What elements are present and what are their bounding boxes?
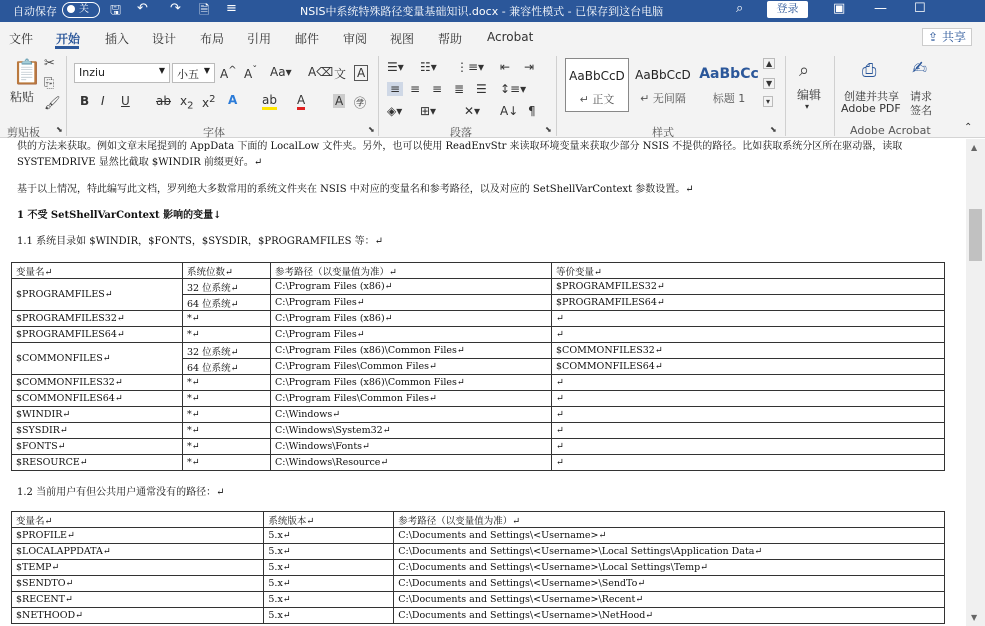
heading-1: 1 不受 SetShellVarContext 影响的变量↓ xyxy=(17,210,222,221)
table-row xyxy=(12,528,945,544)
table-cell: $WINDIR↵ xyxy=(12,407,183,423)
table-cell: C:\Program Files\Common Files↵ xyxy=(271,359,552,375)
ribbon-display-icon[interactable]: ▣ xyxy=(833,1,846,16)
search-icon[interactable]: ⌕ xyxy=(736,1,744,16)
font-name-select[interactable]: Inziu ▼ xyxy=(74,63,170,83)
table-cell: C:\Program Files (x86)↵ xyxy=(271,279,552,295)
phonetic-guide-icon[interactable]: 文 xyxy=(334,67,347,81)
document-page[interactable] xyxy=(0,139,966,626)
table-cell: ↵ xyxy=(552,423,945,439)
table-cell: *↵ xyxy=(183,455,271,471)
table-cell: 32 位系统↵ xyxy=(183,279,271,295)
customize-toolbar-icon[interactable]: ≡ xyxy=(226,1,237,16)
table-cell: $COMMONFILES32↵ xyxy=(12,375,183,391)
distributed-icon[interactable]: ☰ xyxy=(476,82,487,96)
table-cell: $NETHOOD↵ xyxy=(12,608,264,624)
table-cell: C:\Program Files (x86)↵ xyxy=(271,311,552,327)
shading-icon[interactable]: ◈▾ xyxy=(387,104,403,118)
request-signature-button[interactable]: 请求 xyxy=(910,90,932,103)
heading-1-1: 1.1 系统目录如 $WINDIR，$FONTS，$SYSDIR，$PROGRAMFILES 等：↵ xyxy=(17,236,384,247)
undo-icon[interactable]: ↶ xyxy=(137,1,148,16)
maximize-icon[interactable]: ☐ xyxy=(914,1,926,16)
show-marks-icon[interactable]: ¶ xyxy=(528,104,536,118)
tab-file[interactable]: 文件 xyxy=(9,32,34,46)
table-row xyxy=(12,311,945,327)
paste-icon[interactable]: 📋 xyxy=(12,58,42,86)
paragraph-group-label: 段落 xyxy=(450,126,472,139)
tab-acrobat[interactable]: Acrobat xyxy=(487,30,534,44)
table-system-dirs xyxy=(11,262,945,471)
subscript-icon[interactable]: $x_2$ xyxy=(180,94,194,112)
tab-references[interactable]: 引用 xyxy=(247,32,272,46)
column-header: 等价变量↵ xyxy=(552,263,945,279)
paragraph-intro: 基于以上情况，特此编写此文档，罗列绝大多数常用的系统文件夹在 NSIS 中对应的变量名和参考路径，以及对应的 SetShellVarContext 参数设置。↵ xyxy=(17,184,694,195)
table-cell: $FONTS↵ xyxy=(12,439,183,455)
align-right-icon[interactable]: ≡ xyxy=(432,82,443,96)
table-cell: $COMMONFILES64↵ xyxy=(12,391,183,407)
column-header: 参考路径（以变量值为准）↵ xyxy=(271,263,552,279)
table-cell: $LOCALAPPDATA↵ xyxy=(12,544,264,560)
table-cell: $PROGRAMFILES32↵ xyxy=(12,311,183,327)
create-share-pdf-button-line2[interactable]: Adobe PDF xyxy=(841,102,901,115)
table-cell: 64 位系统↵ xyxy=(183,359,271,375)
table-cell: $PROGRAMFILES32↵ xyxy=(552,279,945,295)
table-row xyxy=(12,391,945,407)
table-cell: $SYSDIR↵ xyxy=(12,423,183,439)
table-cell: *↵ xyxy=(183,407,271,423)
highlight-icon[interactable]: ab xyxy=(262,93,277,110)
tab-help[interactable]: 帮助 xyxy=(438,32,463,46)
table-cell: 32 位系统↵ xyxy=(183,343,271,359)
request-signature-icon[interactable]: ✍ xyxy=(912,58,928,79)
tab-view[interactable]: 视图 xyxy=(390,32,415,46)
bullets-icon[interactable]: ☰▾ xyxy=(387,60,404,74)
table-cell: ↵ xyxy=(552,391,945,407)
table-user-paths xyxy=(11,511,945,624)
table-cell: $PROGRAMFILES64↵ xyxy=(12,327,183,343)
table-row xyxy=(12,544,945,560)
table-cell: $PROGRAMFILES64↵ xyxy=(552,295,945,311)
table-cell: 5.x↵ xyxy=(264,576,394,592)
autosave-label: 自动保存 xyxy=(13,5,57,18)
table-cell: $RESOURCE↵ xyxy=(12,455,183,471)
multilevel-list-icon[interactable]: ⋮≡▾ xyxy=(456,60,485,74)
table-cell: C:\Windows↵ xyxy=(271,407,552,423)
table-row xyxy=(12,423,945,439)
align-left-icon[interactable]: ≡ xyxy=(387,82,403,96)
table-cell: C:\Windows\System32↵ xyxy=(271,423,552,439)
justify-icon[interactable]: ≣ xyxy=(454,82,465,96)
bold-icon[interactable]: B xyxy=(80,94,90,108)
editing-button[interactable]: 编辑 xyxy=(797,88,822,102)
vertical-scrollbar[interactable] xyxy=(966,139,985,626)
table-cell: *↵ xyxy=(183,375,271,391)
styles-up-icon[interactable]: ▲ xyxy=(763,58,775,69)
styles-group-label: 样式 xyxy=(652,126,674,139)
table-cell: 5.x↵ xyxy=(264,544,394,560)
clear-formatting-icon[interactable]: A⌫ xyxy=(308,65,334,79)
create-pdf-icon[interactable]: ⎙ xyxy=(862,60,877,81)
styles-launcher-icon[interactable]: ⬊ xyxy=(770,125,777,134)
title-bar xyxy=(0,0,985,22)
copy-icon[interactable]: ⎘ xyxy=(44,76,55,91)
table-row xyxy=(12,327,945,343)
tab-design[interactable]: 设计 xyxy=(152,32,177,46)
style-heading-1[interactable]: AaBbCc 标题 1 xyxy=(697,58,761,112)
table-row xyxy=(12,592,945,608)
borders-icon[interactable]: ⊞▾ xyxy=(420,104,437,118)
file-icon[interactable]: 🗎 xyxy=(199,3,210,18)
line-spacing-icon[interactable]: ↕≡▾ xyxy=(500,82,527,96)
table-cell: *↵ xyxy=(183,327,271,343)
table-cell: *↵ xyxy=(183,311,271,327)
table-row xyxy=(12,279,945,295)
table-cell: C:\Program Files\Common Files↵ xyxy=(271,391,552,407)
table-cell: C:\Windows\Resource↵ xyxy=(271,455,552,471)
table-cell: 5.x↵ xyxy=(264,608,394,624)
paste-button[interactable]: 粘贴 xyxy=(10,90,35,104)
decrease-indent-icon[interactable]: ⇤ xyxy=(500,60,511,74)
enclose-characters-icon[interactable]: ㊫ xyxy=(354,96,367,110)
table-cell: C:\Documents and Settings\<Username>\Local Settings\Application Data↵ xyxy=(394,544,945,560)
table-cell: C:\Program Files↵ xyxy=(271,327,552,343)
table-row xyxy=(12,608,945,624)
paragraph-launcher-icon[interactable]: ⬊ xyxy=(545,125,552,134)
font-group-label: 字体 xyxy=(203,126,225,139)
table-cell: C:\Documents and Settings\<Username>\Local Settings\Temp↵ xyxy=(394,560,945,576)
login-button[interactable]: 登录 xyxy=(767,1,808,18)
table-cell: ↵ xyxy=(552,375,945,391)
clipboard-group-label: 剪贴板 xyxy=(7,126,40,139)
paragraph-top-1: 供的方法来获取。例如文章末尾提到的 AppData 下面的 LocalLow 文件夹。另外，也可以使用 ReadEnvStr 来读取环境变量来获取少部分 NSIS 不提供的路径。比如获取系统分区所在驱动器，读取 xyxy=(17,141,903,152)
create-share-pdf-button[interactable]: 创建并共享 xyxy=(844,90,899,103)
font-color-icon[interactable]: A xyxy=(297,93,305,110)
styles-more-icon[interactable]: ▾ xyxy=(763,96,773,107)
scroll-up-icon[interactable]: ▲ xyxy=(971,143,978,152)
tab-mailings[interactable]: 邮件 xyxy=(295,32,320,46)
style-no-spacing[interactable]: AaBbCcD ↵ 无间隔 xyxy=(631,58,695,112)
font-launcher-icon[interactable]: ⬊ xyxy=(368,125,375,134)
scroll-thumb[interactable] xyxy=(969,209,982,261)
cut-icon[interactable]: ✂ xyxy=(44,56,55,71)
table-cell: ↵ xyxy=(552,455,945,471)
column-header: 系统位数↵ xyxy=(183,263,271,279)
table-cell: $RECENT↵ xyxy=(12,592,264,608)
table-cell: ↵ xyxy=(552,407,945,423)
table-cell: $COMMONFILES64↵ xyxy=(552,359,945,375)
table-cell: C:\Documents and Settings\<Username>\Recent↵ xyxy=(394,592,945,608)
paragraph-top-2: SYSTEMDRIVE 显然比截取 $WINDIR 前缀更好。↵ xyxy=(17,157,263,168)
format-painter-icon[interactable]: 🖌 xyxy=(44,96,61,111)
shrink-font-icon[interactable]: $A^ˇ$ xyxy=(244,65,258,81)
table-cell: ↵ xyxy=(552,439,945,455)
save-icon[interactable]: 🖫 xyxy=(110,3,122,18)
scroll-down-icon[interactable]: ▼ xyxy=(971,613,978,622)
column-header: 变量名↵ xyxy=(12,512,264,528)
column-header: 系统版本↵ xyxy=(264,512,394,528)
underline-icon[interactable]: U xyxy=(121,94,130,108)
character-border-icon[interactable]: A xyxy=(354,65,368,81)
table-row xyxy=(12,455,945,471)
table-cell: ↵ xyxy=(552,327,945,343)
tab-insert[interactable]: 插入 xyxy=(105,32,130,46)
font-size-select[interactable]: 小五 ▼ xyxy=(172,63,215,83)
table-cell: ↵ xyxy=(552,311,945,327)
increase-indent-icon[interactable]: ⇥ xyxy=(524,60,535,74)
heading-1-2: 1.2 当前用户有但公共用户通常没有的路径：↵ xyxy=(17,487,225,498)
autosave-toggle[interactable]: 关 xyxy=(62,2,100,18)
align-center-icon[interactable]: ≡ xyxy=(410,82,421,96)
table-cell: $COMMONFILES32↵ xyxy=(552,343,945,359)
table-cell: *↵ xyxy=(183,423,271,439)
ribbon-home xyxy=(0,50,985,138)
table-cell: 5.x↵ xyxy=(264,528,394,544)
table-cell: C:\Documents and Settings\<Username>\SendTo↵ xyxy=(394,576,945,592)
table-cell: 64 位系统↵ xyxy=(183,295,271,311)
clipboard-launcher-icon[interactable]: ⬊ xyxy=(56,125,63,134)
asian-layout-icon[interactable]: ✕▾ xyxy=(464,104,481,118)
column-header: 变量名↵ xyxy=(12,263,183,279)
numbering-icon[interactable]: ☷▾ xyxy=(420,60,437,74)
table-cell: C:\Documents and Settings\<Username>↵ xyxy=(394,528,945,544)
character-shading-icon[interactable]: A xyxy=(335,94,344,108)
collapse-ribbon-icon[interactable]: ⌃ xyxy=(964,122,973,133)
redo-icon[interactable]: ↷ xyxy=(170,1,181,16)
table-cell: $PROGRAMFILES↵ xyxy=(12,279,183,311)
table-cell: 5.x↵ xyxy=(264,560,394,576)
table-cell: C:\Program Files (x86)\Common Files↵ xyxy=(271,375,552,391)
table-cell: C:\Program Files (x86)\Common Files↵ xyxy=(271,343,552,359)
styles-down-icon[interactable]: ▼ xyxy=(763,78,775,89)
text-effects-icon[interactable]: A xyxy=(228,93,238,107)
table-row xyxy=(12,576,945,592)
ribbon-tabs xyxy=(0,22,985,50)
table-row xyxy=(12,407,945,423)
table-cell: *↵ xyxy=(183,391,271,407)
table-row xyxy=(12,560,945,576)
style-normal[interactable]: AaBbCcD ↵ 正文 xyxy=(565,58,629,112)
grow-font-icon[interactable]: A^ xyxy=(220,65,237,81)
table-row xyxy=(12,375,945,391)
strikethrough-icon[interactable]: ab xyxy=(156,94,171,108)
request-signature-button-line2[interactable]: 签名 xyxy=(910,104,932,117)
share-icon: ⇪ xyxy=(928,30,939,44)
tab-layout[interactable]: 布局 xyxy=(200,32,225,46)
minimize-icon[interactable]: — xyxy=(874,1,887,16)
table-cell: 5.x↵ xyxy=(264,592,394,608)
sort-icon[interactable]: A↓ xyxy=(500,104,519,118)
italic-icon[interactable]: I xyxy=(101,94,105,108)
table-row xyxy=(12,439,945,455)
acrobat-group-label: Adobe Acrobat xyxy=(850,124,931,137)
table-cell: $PROFILE↵ xyxy=(12,528,264,544)
table-cell: $TEMP↵ xyxy=(12,560,264,576)
tab-home[interactable]: 开始 xyxy=(56,32,81,46)
editing-dropdown-icon[interactable]: ▾ xyxy=(805,102,810,111)
table-cell: *↵ xyxy=(183,439,271,455)
change-case-icon[interactable]: Aa▾ xyxy=(270,65,292,79)
column-header: 参考路径（以变量值为准）↵ xyxy=(394,512,945,528)
table-cell: $SENDTO↵ xyxy=(12,576,264,592)
superscript-icon[interactable]: $x^2$ xyxy=(202,94,216,110)
tab-review[interactable]: 审阅 xyxy=(343,32,368,46)
document-title: NSIS中系统特殊路径变量基础知识.docx - 兼容性模式 - 已保存到这台电脑 xyxy=(300,5,664,18)
table-row xyxy=(12,343,945,359)
table-cell: C:\Documents and Settings\<Username>\NetHood↵ xyxy=(394,608,945,624)
share-button[interactable]: ⇪ 共享 xyxy=(922,28,972,46)
table-cell: $COMMONFILES↵ xyxy=(12,343,183,375)
table-header-row xyxy=(12,263,945,279)
table-header-row xyxy=(12,512,945,528)
table-cell: C:\Program Files↵ xyxy=(271,295,552,311)
active-tab-indicator xyxy=(55,46,79,49)
find-icon[interactable]: ⌕ xyxy=(799,60,810,81)
table-cell: C:\Windows\Fonts↵ xyxy=(271,439,552,455)
